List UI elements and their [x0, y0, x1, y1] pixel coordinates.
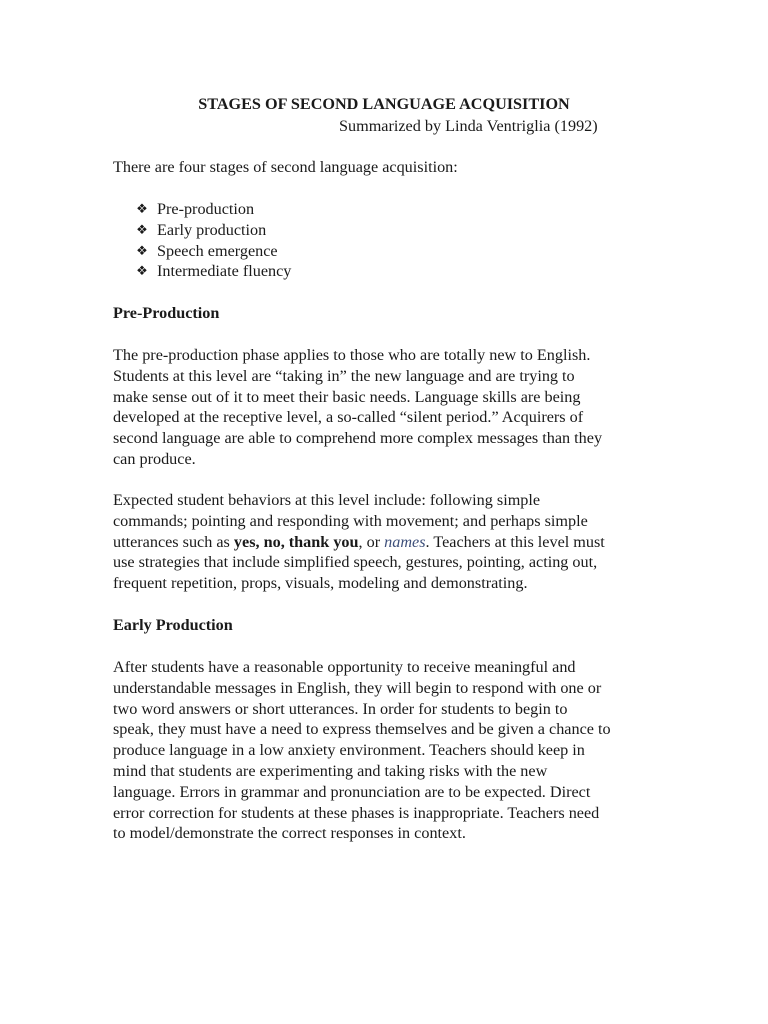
diamond-bullet-icon: ❖	[136, 221, 148, 237]
paragraph-line: language. Errors in grammar and pronunciation are to be expected. Direct	[113, 782, 591, 801]
list-item-label: Early production	[157, 220, 267, 239]
document-title: STAGES OF SECOND LANGUAGE ACQUISITION	[198, 95, 570, 113]
diamond-bullet-icon: ❖	[136, 242, 148, 258]
paragraph-line: frequent repetition, props, visuals, modeling and demonstrating.	[113, 574, 528, 593]
list-item	[135, 241, 291, 262]
list-item	[135, 199, 291, 220]
pre-production-paragraph-1	[113, 345, 653, 470]
italic-names-word: names	[384, 532, 426, 551]
list-item	[135, 261, 291, 282]
paragraph-line: second language are able to comprehend more complex messages than they	[113, 429, 603, 448]
section-heading-early-production: Early Production	[113, 616, 233, 634]
paragraph-line: understandable messages in English, they will begin to respond with one or	[113, 678, 602, 697]
text-run: , or	[358, 532, 385, 551]
intro-text: There are four stages of second language acquisition:	[113, 158, 458, 176]
paragraph-line: mind that students are experimenting and taking risks with the new	[113, 761, 548, 780]
paragraph-line: use strategies that include simplified speech, gestures, pointing, acting out,	[113, 553, 598, 572]
paragraph-line: After students have a reasonable opportunity to receive meaningful and	[113, 658, 576, 676]
diamond-bullet-icon: ❖	[136, 263, 148, 279]
paragraph-line: commands; pointing and responding with movement; and perhaps simple	[113, 511, 588, 530]
paragraph-line: to model/demonstrate the correct responses in context.	[113, 824, 466, 843]
pre-production-paragraph-2	[113, 490, 653, 594]
paragraph-line: two word answers or short utterances. In order for students to begin to	[113, 699, 568, 718]
bold-example-words: yes, no, thank you	[233, 532, 359, 551]
text-run: . Teachers at this level must	[425, 532, 605, 551]
paragraph-line: produce language in a low anxiety environment. Teachers should keep in	[113, 741, 585, 760]
paragraph-line: Students at this level are “taking in” the new language and are trying to	[113, 366, 575, 385]
list-item-label: Intermediate fluency	[157, 262, 292, 281]
paragraph-line: The pre-production phase applies to those who are totally new to English.	[113, 346, 591, 364]
paragraph-line: Expected student behaviors at this level include: following simple	[113, 491, 541, 509]
paragraph-line: error correction for students at these phases is inappropriate. Teachers need	[113, 803, 600, 822]
text-run: utterances such as	[113, 532, 234, 551]
paragraph-line: developed at the receptive level, a so-called “silent period.” Acquirers of	[113, 408, 584, 427]
paragraph-line	[113, 532, 653, 553]
stages-list	[135, 199, 291, 282]
paragraph-line: can produce.	[113, 449, 196, 468]
paragraph-line: make sense out of it to meet their basic needs. Language skills are being	[113, 387, 581, 406]
list-item	[135, 220, 291, 241]
section-heading-pre-production: Pre-Production	[113, 304, 220, 322]
document-byline: Summarized by Linda Ventriglia (1992)	[339, 117, 598, 135]
diamond-bullet-icon: ❖	[136, 201, 148, 216]
early-production-paragraph	[113, 657, 653, 844]
list-item-label: Pre-production	[157, 200, 255, 218]
list-item-label: Speech emergence	[157, 241, 278, 260]
paragraph-line: speak, they must have a need to express themselves and be given a chance to	[113, 720, 611, 739]
